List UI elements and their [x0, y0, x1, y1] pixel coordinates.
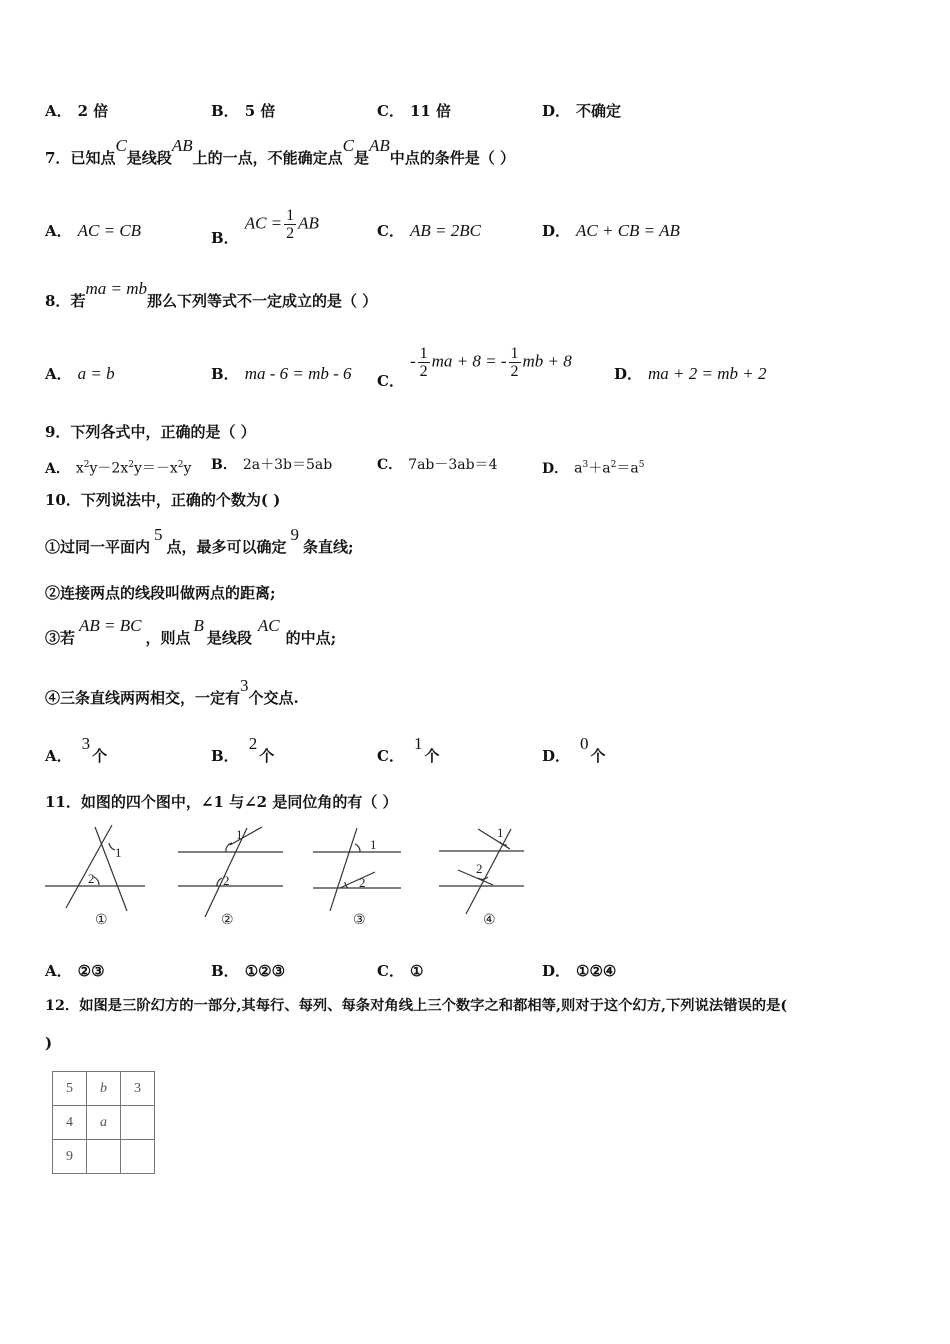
q11-figure-2: [178, 827, 283, 917]
q10-option-a: A．3个: [45, 734, 108, 765]
fig1-angle-1: 1: [115, 845, 122, 860]
q12-stem-line2: ): [45, 1034, 53, 1052]
q10-statement-1: ①过同一平面内5点，最多可以确定9条直线;: [45, 525, 354, 556]
q11-option-d: D． ①②④: [542, 962, 617, 980]
q9-option-c: C． 7ab－3ab＝4: [377, 457, 498, 473]
grid-cell: 3: [121, 1072, 155, 1106]
q11-stem: 11．如图的四个图中，∠1 与∠2 是同位角的有（ ）: [45, 793, 398, 811]
q7-stem: 7．已知点C是线段AB上的一点，不能确定点C是AB中点的条件是（ ）: [45, 136, 515, 167]
fig1-angle-2: 2: [88, 871, 95, 886]
grid-cell: a: [87, 1106, 121, 1140]
q8-option-b: B． ma - 6 = mb - 6: [211, 364, 352, 383]
q7-option-b: B．AC = $\frac{1}{2}$ AB: [211, 207, 319, 247]
q10-option-b: B．2个: [211, 734, 275, 765]
q11-option-a: A． ②③: [45, 962, 105, 980]
q11-option-b: B． ①②③: [211, 962, 286, 980]
q9-stem: 9．下列各式中，正确的是（ ）: [45, 423, 256, 441]
q7-option-d: D． AC + CB = AB: [542, 221, 680, 240]
q6-option-a: A． 2 倍: [45, 102, 109, 120]
q10-statement-4: ④三条直线两两相交，一定有3个交点.: [45, 676, 299, 707]
grid-cell: b: [87, 1072, 121, 1106]
q9-option-d: D． $a^3+a^2=a^5$: [542, 460, 645, 477]
q6-option-b: B． 5 倍: [211, 102, 276, 120]
q8-option-d: D． ma + 2 = mb + 2: [614, 364, 767, 383]
q8-option-a: A． a = b: [45, 364, 115, 383]
q8-stem: 8．若ma = mb那么下列等式不一定成立的是（ ）: [45, 279, 378, 310]
fig3-label: ③: [353, 913, 366, 928]
grid-cell: 9: [53, 1140, 87, 1174]
q9-option-a: A． $x^2y-2x^2y=-x^2y$: [45, 460, 192, 477]
grid-cell: [87, 1140, 121, 1174]
fig2-label: ②: [221, 913, 234, 928]
fig3-angle-1: 1: [370, 837, 377, 852]
fig4-label: ④: [483, 913, 496, 928]
q8-option-c: C．- $\frac{1}{2}$ ma + 8 = - $\frac{1}{2}$ mb + 8: [377, 345, 572, 390]
q10-option-c: C．1个: [377, 734, 440, 765]
q7-option-c: C． AB = 2BC: [377, 221, 481, 240]
q6-option-d: D． 不确定: [542, 102, 622, 120]
fig4-angle-1: 1: [497, 825, 504, 840]
q10-stem: 10．下列说法中，正确的个数为( ): [45, 491, 281, 509]
grid-cell: 4: [53, 1106, 87, 1140]
q11-figures: [0, 815, 950, 935]
q10-option-d: D．0个: [542, 734, 606, 765]
fig2-angle-1: 1: [236, 827, 243, 842]
q11-figure-1: [45, 825, 145, 911]
fig1-label: ①: [95, 913, 108, 928]
grid-cell: [121, 1140, 155, 1174]
grid-cell: 5: [53, 1072, 87, 1106]
q9-option-b: B． 2a＋3b＝5ab: [211, 457, 333, 473]
magic-square-grid: [52, 1071, 155, 1174]
grid-cell: [121, 1106, 155, 1140]
q11-option-c: C． ①: [377, 962, 424, 980]
q6-option-c: C． 11 倍: [377, 102, 452, 120]
q10-statement-3: ③若AB = BC，则点B是线段AC的中点;: [45, 616, 337, 647]
q11-figure-3: [313, 828, 401, 911]
q7-option-a: A． AC = CB: [45, 221, 142, 240]
q10-statement-2: ②连接两点的线段叫做两点的距离;: [45, 584, 276, 602]
fig4-angle-2: 2: [476, 861, 483, 876]
fig3-angle-2: 2: [359, 875, 366, 890]
q12-stem-line1: 12．如图是三阶幻方的一部分,其每行、每列、每条对角线上三个数字之和都相等,则对于这个幻方,下列说法错误的是(: [45, 998, 788, 1014]
fig2-angle-2: 2: [223, 873, 230, 888]
